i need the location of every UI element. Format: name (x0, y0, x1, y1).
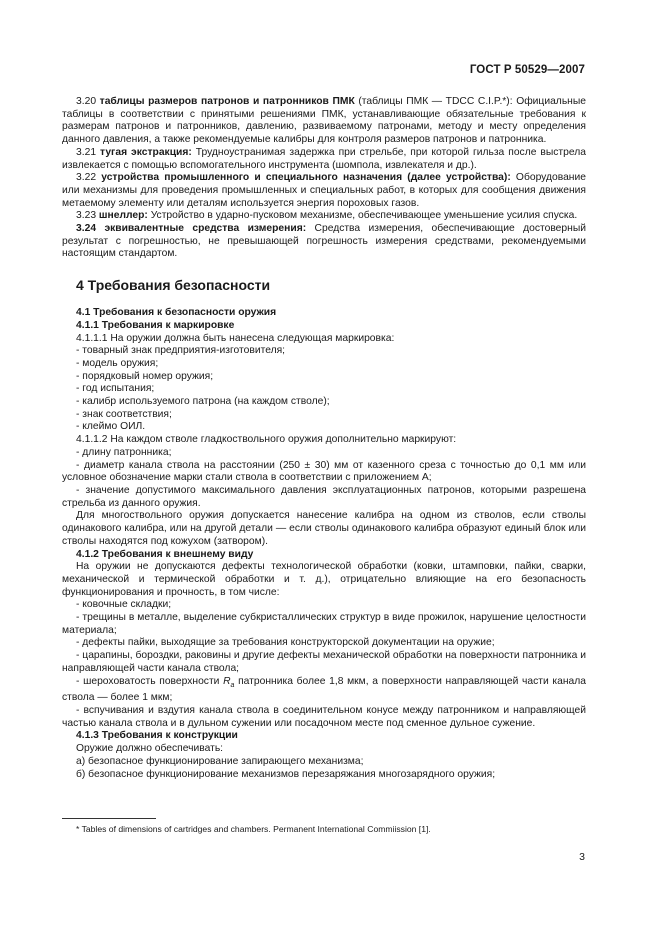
term: устройства промышленного и специального назначения (далее устройства): (101, 172, 511, 184)
subscript: a (230, 681, 235, 689)
symbol: R (223, 675, 231, 687)
paragraph: Для многоствольного оружия допускается нанесение калибра на одном из стволов, если стволы одинакового калибра, или на другой детали — если стволы одинакового калибра образуют единый блок или стволы находятся под кожухом (затвором). (62, 510, 586, 547)
term: таблицы размеров патронов и патронников ПМК (99, 96, 355, 107)
clause-4-1-1-1: 4.1.1.1 На оружии должна быть нанесена следующая маркировка: (76, 332, 395, 344)
list-item: - клеймо ОИЛ. (76, 421, 146, 433)
clause-3-22 (62, 172, 586, 210)
list-item: - длину патронника; (76, 446, 172, 458)
clause-3-21 (62, 147, 586, 172)
clause-3-23 (62, 210, 586, 223)
clause-3-24 (62, 223, 586, 261)
clause-number: 3.20 (76, 96, 97, 107)
list-item: - год испытания; (76, 383, 155, 395)
list-item: - дефекты пайки, выходящие за требования конструкторской документации на оружие; (76, 637, 495, 649)
paragraph: Оружие должно обеспечивать: (76, 743, 224, 755)
subsection-title: 4.1.2 Требования к внешнему виду (76, 548, 254, 560)
text: патронника более 1,8 мкм, а поверхности направляющей части канала ствола — более 1 мкм; (62, 675, 586, 704)
clause-number: 3.22 (76, 172, 97, 184)
list-item: - порядковый номер оружия; (76, 370, 214, 382)
list-item: - калибр используемого патрона (на каждом стволе); (76, 396, 330, 408)
list-item: - модель оружия; (76, 357, 159, 369)
list-item: - значение допустимого максимального давления эксплуатационных патронов, которыми разрешена стрельба из данного оружия. (62, 484, 586, 509)
list-item: - царапины, бороздки, раковины и другие дефекты механической обработки на поверхности патронника и направляющей части канала ствола; (62, 650, 586, 674)
definition: Средства измерения, обеспечивающие достоверный результат с погрешностью, не превышающей погрешность измерения средствами, рекомендуемыми настоящим стандартом. (62, 223, 586, 260)
page-number: 3 (579, 851, 585, 863)
list-item (62, 676, 586, 705)
document-header: ГОСТ Р 50529—2007 (469, 64, 585, 76)
subsection-title: 4.1 Требования к безопасности оружия (76, 307, 277, 319)
list-item: а) безопасное функционирование запирающего механизма; (76, 755, 364, 767)
text: - шероховатость поверхности (76, 675, 224, 687)
definition: Оборудование или механизмы для проведения промышленных и специальных работ, в которых для сообщения движения метаемому элементу или деталям используется энергия пороховых газов. (62, 172, 586, 209)
footnote-rule (62, 818, 156, 819)
definition: Трудноустранимая задержка при стрельбе, при которой гильза после выстрела извлекается с помощью вспомогательного инструмента (шомпола, извлекателя и др.). (62, 146, 586, 171)
term: шнеллер: (98, 210, 148, 222)
list-item: - вспучивания и вздутия канала ствола в соединительном конусе между патронником и направляющей частью канала ствола и в дульном сужении или посадочном месте под сменное дульное сужение. (62, 704, 586, 729)
subsection-title: 4.1.3 Требования к конструкции (76, 730, 238, 742)
clause-number: 3.23 (76, 210, 97, 222)
footnote: * Tables of dimensions of cartridges and chambers. Permanent International Commiission [1]. (76, 824, 431, 834)
definition: Устройство в ударно-пусковом механизме, обеспечивающее уменьшение усилия спуска. (147, 210, 578, 222)
definition: (таблицы ПМК — TDCC C.I.P.*): Официальные таблицы в соответствии с принятыми решениями ПМК, устанавливающие обязательные требования к размерам патронов и патронников, давлению, развиваемому патронами, методу и месту определения данного давления, а также рекомендуемые калибры для контроля размеров патронов и патронника. (62, 96, 586, 146)
list-item: - диаметр канала ствола на расстоянии (250 ± 30) мм от казенного среза с точностью до 0,1 мм или условное обозначение марки стали ствола в соответствии с приложением А; (62, 459, 586, 484)
clause-number: 3.21 (76, 146, 97, 158)
clause-3-20 (62, 96, 586, 147)
term: тугая экстракция: (100, 146, 192, 158)
list-item: - знак соответствия; (76, 408, 172, 420)
paragraph: На оружии не допускаются дефекты технологической обработки (ковки, штамповки, пайки, сварки, механической и термической обработки и т. д.), отрицательно влияющие на его безопасность функционирования и прочность, в том числе: (62, 561, 586, 598)
term: эквивалентные средства измерения: (104, 223, 307, 235)
subsection-title: 4.1.1 Требования к маркировке (76, 319, 235, 331)
list-item: - товарный знак предприятия-изготовителя; (76, 345, 286, 357)
document-body (62, 96, 586, 781)
list-item: - ковочные складки; (76, 599, 172, 611)
list-item: б) безопасное функционирование механизмов перезаряжания многозарядного оружия; (76, 768, 496, 780)
clause-number: 3.24 (76, 223, 97, 235)
list-item: - трещины в металле, выделение субкристаллических структур в виде прожилок, нарушение целостности материала; (62, 612, 586, 636)
clause-4-1-1-2: 4.1.1.2 На каждом стволе гладкоствольного оружия дополнительно маркируют: (76, 434, 457, 446)
section-title: 4 Требования безопасности (76, 277, 271, 294)
